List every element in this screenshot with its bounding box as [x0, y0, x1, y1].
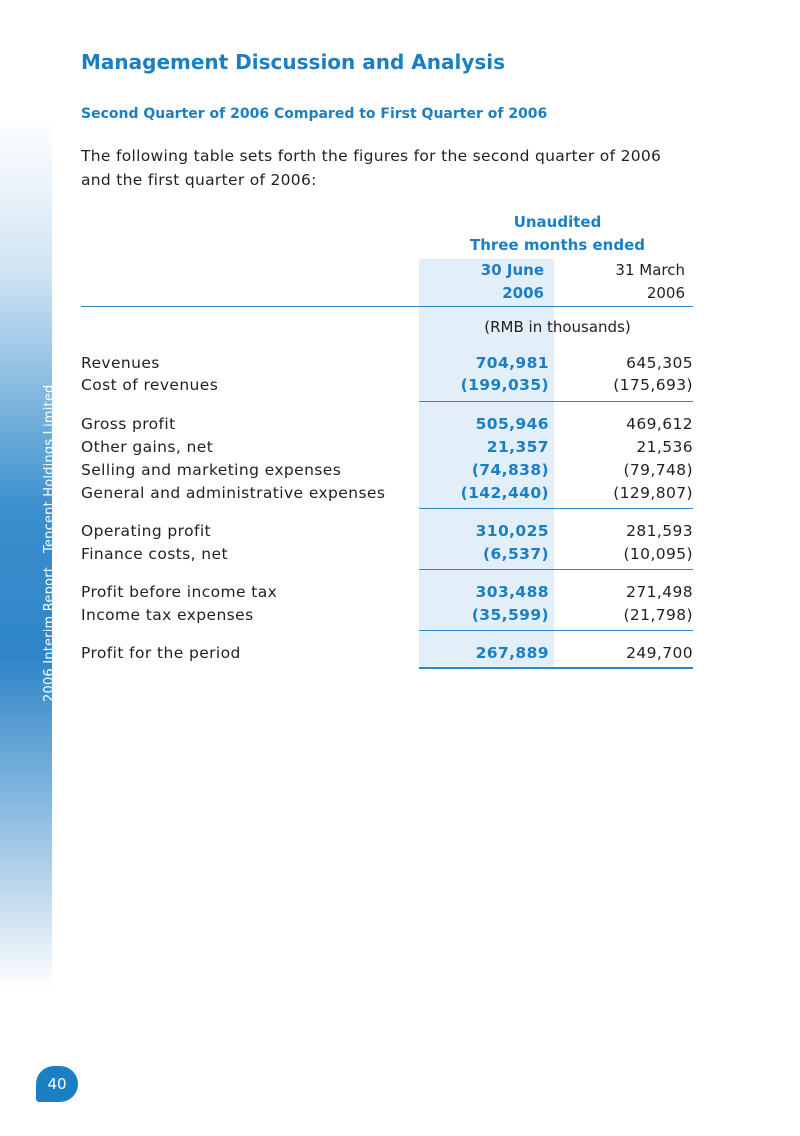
intro-paragraph: The following table sets forth the figures for the second quarter of 2006 and the first quarter of 2006: [81, 147, 662, 189]
report-name: 2006 Interim Report [42, 566, 57, 702]
group-header-period: Three months ended [470, 236, 645, 254]
value-current: 267,889 [475, 644, 549, 662]
side-caption [42, 384, 57, 702]
col-current-line2: 2006 [502, 284, 544, 302]
value-previous: 645,305 [626, 354, 693, 372]
row-label: Revenues [81, 354, 160, 372]
value-previous: (10,095) [623, 545, 693, 563]
unit-label: (RMB in thousands) [484, 318, 631, 336]
row-label: Profit for the period [81, 644, 241, 662]
subtotal-rule [419, 630, 693, 631]
subtotal-rule [419, 508, 693, 509]
value-previous: (79,748) [623, 461, 693, 479]
header-rule [81, 306, 693, 307]
value-previous: 249,700 [626, 644, 693, 662]
value-previous: 469,612 [626, 415, 693, 433]
page-number: 40 [36, 1066, 78, 1102]
row-label: Other gains, net [81, 438, 214, 456]
value-current: (199,035) [460, 376, 549, 394]
row-label: Income tax expenses [81, 606, 254, 624]
value-previous: 21,536 [636, 438, 693, 456]
subtotal-rule [419, 569, 693, 570]
value-current: 303,488 [475, 583, 549, 601]
value-previous: 281,593 [626, 522, 693, 540]
section-subtitle: Second Quarter of 2006 Compared to First Quarter of 2006 [81, 106, 548, 122]
col-previous-line2: 2006 [646, 284, 685, 302]
row-label: Operating profit [81, 522, 212, 540]
row-label: Finance costs, net [81, 545, 228, 563]
row-label: Cost of revenues [81, 376, 219, 394]
company-name: Tencent Holdings Limited [42, 384, 57, 553]
value-current: 505,946 [475, 415, 549, 433]
row-label: Profit before income tax [81, 583, 278, 601]
value-previous: 271,498 [626, 583, 693, 601]
value-previous: (21,798) [623, 606, 693, 624]
row-label: Gross profit [81, 415, 176, 433]
col-previous-line1: 31 March [615, 261, 685, 279]
total-rule [419, 667, 693, 669]
row-label: Selling and marketing expenses [81, 461, 342, 479]
value-current: (74,838) [471, 461, 549, 479]
group-header-unaudited: Unaudited [513, 213, 602, 231]
value-previous: (175,693) [613, 376, 693, 394]
value-current: (35,599) [471, 606, 549, 624]
value-current: (142,440) [460, 484, 549, 502]
value-previous: (129,807) [613, 484, 693, 502]
subtotal-rule [419, 401, 693, 402]
row-label: General and administrative expenses [81, 484, 386, 502]
value-current: (6,537) [483, 545, 549, 563]
value-current: 310,025 [475, 522, 549, 540]
value-current: 21,357 [486, 438, 549, 456]
page-title: Management Discussion and Analysis [81, 50, 506, 74]
value-current: 704,981 [475, 354, 549, 372]
col-current-line1: 30 June [480, 261, 544, 279]
